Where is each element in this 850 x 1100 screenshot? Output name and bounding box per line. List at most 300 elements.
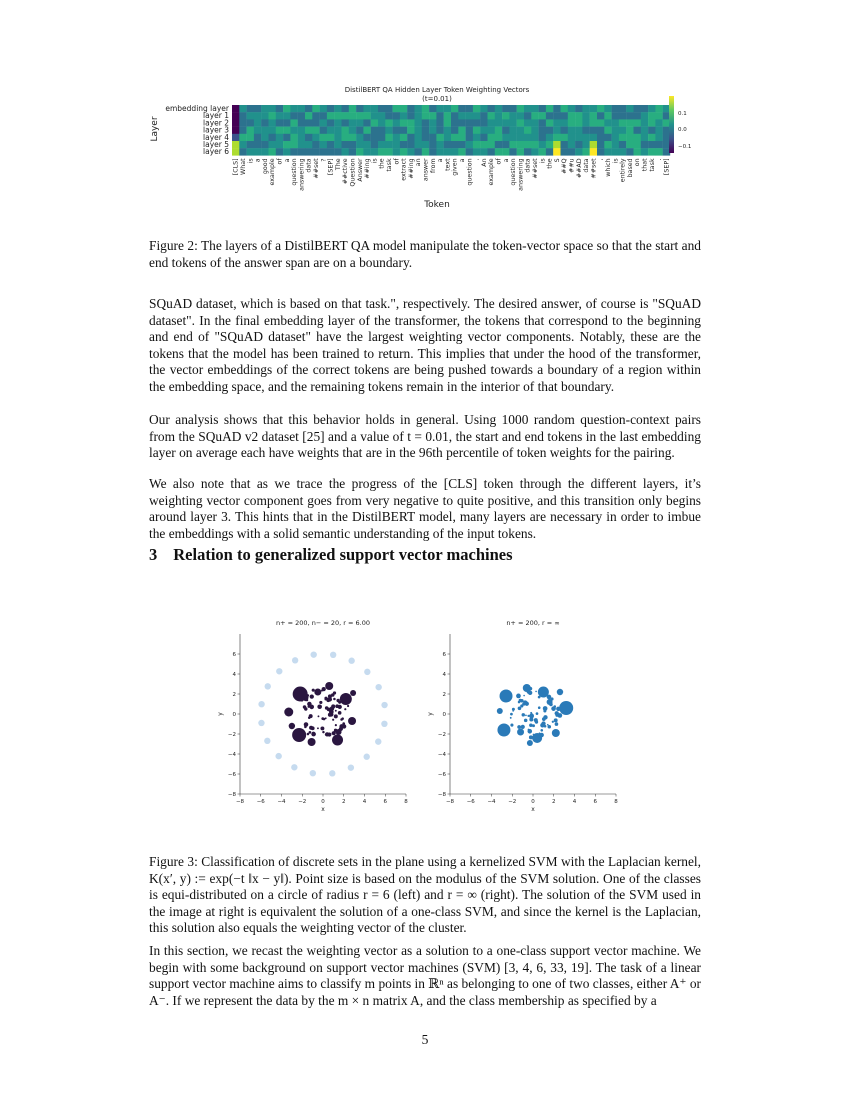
heatmap-cell xyxy=(488,105,496,112)
heatmap-cell xyxy=(298,105,306,112)
heatmap-cell xyxy=(509,112,517,119)
x-tick-label: 4 xyxy=(572,799,577,805)
heatmap-cell xyxy=(247,148,255,155)
cluster-point xyxy=(334,714,338,718)
y-tick-label: −8 xyxy=(227,792,236,798)
cluster-point xyxy=(348,717,356,725)
heatmap-cell xyxy=(407,148,415,155)
heatmap-cell xyxy=(429,112,437,119)
cluster-point xyxy=(524,719,528,723)
heatmap-cell xyxy=(655,112,663,119)
x-axis-label: x xyxy=(321,806,325,813)
outer-class-point xyxy=(264,738,270,744)
heatmap-cell xyxy=(480,105,488,112)
heatmap-cell xyxy=(480,112,488,119)
heatmap-row-label: layer 3 xyxy=(203,125,229,135)
heatmap-cell xyxy=(531,105,539,112)
cluster-point xyxy=(497,708,503,714)
y-tick-label: −2 xyxy=(437,732,446,738)
heatmap-cell xyxy=(502,134,510,141)
heatmap-token-label: question xyxy=(510,158,518,186)
outer-class-point xyxy=(258,720,264,726)
heatmap-cell xyxy=(320,134,328,141)
y-tick-label: −6 xyxy=(227,772,236,778)
x-tick-label: 4 xyxy=(362,799,367,805)
heatmap-cell xyxy=(604,134,612,141)
heatmap-cell xyxy=(488,148,496,155)
cluster-point xyxy=(533,734,535,736)
heatmap-token-label: ##ing xyxy=(407,158,415,179)
heatmap-cell xyxy=(451,141,459,148)
heatmap-cell xyxy=(582,134,590,141)
heatmap-cell xyxy=(648,148,656,155)
heatmap-cell xyxy=(422,141,430,148)
heatmap-cell xyxy=(444,105,452,112)
outer-class-point xyxy=(329,770,335,776)
heatmap-cell xyxy=(371,112,379,119)
cluster-point xyxy=(319,701,322,704)
heatmap-cell xyxy=(298,119,306,126)
cluster-point xyxy=(333,698,336,701)
cluster-point xyxy=(310,695,314,699)
heatmap-cell xyxy=(458,119,466,126)
heatmap-cell xyxy=(415,148,423,155)
heatmap-cell xyxy=(261,105,269,112)
heatmap-cell xyxy=(393,134,401,141)
heatmap-cell xyxy=(415,134,423,141)
heatmap-cell xyxy=(415,119,423,126)
heatmap-cell xyxy=(327,105,335,112)
heatmap-cell xyxy=(488,127,496,134)
cluster-point xyxy=(529,735,533,739)
heatmap-cell xyxy=(626,119,634,126)
y-tick-label: 2 xyxy=(442,692,446,698)
section-heading xyxy=(149,545,513,565)
heatmap-cell xyxy=(517,119,525,126)
heatmap-cell xyxy=(363,112,371,119)
x-tick-label: 2 xyxy=(552,799,556,805)
outer-class-point xyxy=(310,651,316,657)
heatmap-cell xyxy=(385,134,393,141)
heatmap-token-label: an xyxy=(415,158,423,167)
heatmap-cell xyxy=(269,112,277,119)
heatmap-cell xyxy=(269,119,277,126)
heatmap-cell xyxy=(283,127,291,134)
scatter-plot-left xyxy=(217,619,408,813)
heatmap-cell xyxy=(561,134,569,141)
heatmap-cell xyxy=(648,112,656,119)
heatmap-cell xyxy=(546,112,554,119)
y-tick-label: −4 xyxy=(437,752,446,758)
heatmap-cell xyxy=(466,127,474,134)
heatmap-cell xyxy=(422,119,430,126)
outer-class-point xyxy=(348,658,354,664)
heatmap-cell xyxy=(393,148,401,155)
heatmap-cell xyxy=(400,134,408,141)
heatmap-cell xyxy=(655,119,663,126)
heatmap-cell xyxy=(269,148,277,155)
cluster-point xyxy=(303,705,307,709)
heatmap-cell xyxy=(276,127,284,134)
heatmap-cell xyxy=(232,105,240,112)
heatmap-cell xyxy=(283,119,291,126)
heatmap-cell xyxy=(407,119,415,126)
heatmap-cell xyxy=(524,105,532,112)
heatmap-token-label: ##AD xyxy=(575,158,583,179)
cluster-point xyxy=(335,724,337,726)
heatmap-cell xyxy=(575,134,583,141)
heatmap-cell xyxy=(400,119,408,126)
heatmap-cell xyxy=(334,127,342,134)
heatmap-cell xyxy=(371,141,379,148)
heatmap-token-label: [SEP] xyxy=(663,158,671,176)
heatmap-cell xyxy=(320,127,328,134)
heatmap-cell xyxy=(415,127,423,134)
heatmap-cell xyxy=(436,134,444,141)
heatmap-cell xyxy=(436,141,444,148)
heatmap-cell xyxy=(356,148,364,155)
cluster-point xyxy=(325,717,327,719)
heatmap-token-label: a xyxy=(283,158,291,163)
heatmap-cell xyxy=(422,112,430,119)
cluster-point xyxy=(547,724,549,726)
heatmap-cell xyxy=(378,105,386,112)
heatmap-cell xyxy=(655,134,663,141)
heatmap-cell xyxy=(261,127,269,134)
cluster-point xyxy=(521,725,525,729)
outer-class-point xyxy=(364,669,370,675)
heatmap-token-label: example xyxy=(269,158,277,186)
x-axis-label: x xyxy=(531,806,535,813)
heatmap-cell xyxy=(356,134,364,141)
x-tick-label: −8 xyxy=(235,799,245,805)
heatmap-cell xyxy=(436,105,444,112)
heatmap-cell xyxy=(400,148,408,155)
heatmap-cell xyxy=(400,141,408,148)
heatmap-cell xyxy=(524,141,532,148)
heatmap-cell xyxy=(509,148,517,155)
heatmap-cell xyxy=(612,141,620,148)
heatmap-cell xyxy=(393,112,401,119)
heatmap-cell xyxy=(553,112,561,119)
cluster-point xyxy=(547,696,550,699)
heatmap-cell xyxy=(378,127,386,134)
outer-class-point xyxy=(330,652,336,658)
heatmap-cell xyxy=(655,127,663,134)
heatmap-cell xyxy=(495,148,503,155)
heatmap-cell xyxy=(561,141,569,148)
heatmap-token-label: the xyxy=(378,158,386,169)
heatmap-cell xyxy=(436,148,444,155)
heatmap-cell xyxy=(480,119,488,126)
heatmap-cell xyxy=(626,134,634,141)
cluster-point xyxy=(335,710,337,712)
heatmap-token-label: entirely xyxy=(619,158,627,183)
heatmap-token-label: data xyxy=(305,158,313,173)
heatmap-cell xyxy=(393,119,401,126)
heatmap-cell xyxy=(517,141,525,148)
heatmap-token-label: that xyxy=(641,158,649,172)
heatmap-cell xyxy=(488,141,496,148)
heatmap-cell xyxy=(546,127,554,134)
heatmap-row-label: layer 5 xyxy=(203,140,229,149)
heatmap-cell xyxy=(517,134,525,141)
scatter-plot-right xyxy=(427,619,618,813)
cluster-point xyxy=(538,696,541,699)
cluster-point xyxy=(555,722,559,726)
figure3-scatter-plots xyxy=(200,612,640,822)
heatmap-cell xyxy=(626,112,634,119)
heatmap-cell xyxy=(415,105,423,112)
heatmap-cell xyxy=(619,148,627,155)
heatmap-cell xyxy=(590,141,598,148)
heatmap-token-label: extract xyxy=(400,158,408,181)
outer-class-point xyxy=(265,683,271,689)
cluster-point xyxy=(317,704,322,709)
heatmap-cell xyxy=(655,141,663,148)
outer-class-point xyxy=(258,701,264,707)
heatmap-token-label: ##ctive xyxy=(342,158,350,185)
heatmap-cell xyxy=(612,134,620,141)
heatmap-cell xyxy=(342,141,350,148)
cluster-point xyxy=(525,702,529,706)
cluster-point xyxy=(539,733,544,738)
cluster-point xyxy=(542,693,546,697)
cluster-point xyxy=(536,712,539,715)
heatmap-cell xyxy=(531,148,539,155)
cluster-point xyxy=(527,740,533,746)
x-tick-label: 8 xyxy=(404,799,408,805)
heatmap-cell xyxy=(276,119,284,126)
heatmap-cell xyxy=(298,141,306,148)
heatmap-cell xyxy=(232,119,240,126)
heatmap-cell xyxy=(517,127,525,134)
heatmap-cell xyxy=(276,134,284,141)
heatmap-cell xyxy=(488,112,496,119)
heatmap-cell xyxy=(385,105,393,112)
heatmap-cell xyxy=(378,141,386,148)
heatmap-cell xyxy=(495,134,503,141)
heatmap-cell xyxy=(239,112,247,119)
heatmap-cell xyxy=(349,148,357,155)
heatmap-cell xyxy=(429,119,437,126)
heatmap-cell xyxy=(458,134,466,141)
heatmap-cell xyxy=(626,141,634,148)
heatmap-token-label: [CLS] xyxy=(232,158,240,176)
heatmap-cell xyxy=(444,112,452,119)
cluster-point xyxy=(552,721,554,723)
heatmap-cell xyxy=(269,141,277,148)
heatmap-cell xyxy=(553,134,561,141)
x-tick-label: 0 xyxy=(321,799,325,805)
cluster-point xyxy=(557,709,559,711)
heatmap-cell xyxy=(312,112,320,119)
cluster-point xyxy=(538,706,541,709)
heatmap-cell xyxy=(276,141,284,148)
heatmap-cell xyxy=(568,134,576,141)
heatmap-cell xyxy=(648,119,656,126)
heatmap-token-label: data xyxy=(583,158,591,173)
heatmap-cell xyxy=(575,141,583,148)
cluster-point xyxy=(540,729,543,732)
heatmap-cell xyxy=(312,134,320,141)
heatmap-token-label: ##set xyxy=(531,158,539,179)
heatmap-cell xyxy=(590,127,598,134)
y-tick-label: 0 xyxy=(442,712,446,718)
heatmap-cell xyxy=(597,134,605,141)
heatmap-cell xyxy=(385,141,393,148)
heatmap-cell xyxy=(239,148,247,155)
heatmap-cell xyxy=(363,141,371,148)
heatmap-cell xyxy=(356,119,364,126)
heatmap-cell xyxy=(320,141,328,148)
cluster-point xyxy=(522,713,525,716)
heatmap-cell xyxy=(539,134,547,141)
outer-class-point xyxy=(364,754,370,760)
heatmap-cell xyxy=(312,105,320,112)
heatmap-cell xyxy=(604,127,612,134)
heatmap-token-label: ##ing xyxy=(364,158,372,179)
section-title: Relation to generalized support vector machines xyxy=(173,545,513,564)
cluster-point xyxy=(554,718,558,722)
y-tick-label: 2 xyxy=(232,692,236,698)
heatmap-title: DistilBERT QA Hidden Layer Token Weighting Vectors xyxy=(344,86,530,94)
heatmap-cell xyxy=(561,119,569,126)
heatmap-cell xyxy=(495,141,503,148)
cluster-point xyxy=(332,735,343,746)
cluster-point xyxy=(308,738,316,746)
heatmap-token-label: S xyxy=(553,158,561,163)
outer-class-point xyxy=(275,753,281,759)
heatmap-cell xyxy=(298,134,306,141)
heatmap-cell xyxy=(604,141,612,148)
heatmap-cell xyxy=(619,112,627,119)
heatmap-cell xyxy=(269,134,277,141)
heatmap-cell xyxy=(480,134,488,141)
heatmap-cell xyxy=(582,119,590,126)
heatmap-cell xyxy=(327,112,335,119)
heatmap-cell xyxy=(641,112,649,119)
heatmap-cell xyxy=(298,148,306,155)
heatmap-cell xyxy=(232,127,240,134)
y-tick-label: −4 xyxy=(227,752,236,758)
heatmap-cell xyxy=(634,127,642,134)
cluster-point xyxy=(306,694,309,697)
heatmap-cell xyxy=(517,112,525,119)
heatmap-cell xyxy=(553,148,561,155)
cluster-point xyxy=(328,713,332,717)
cluster-point xyxy=(327,733,331,737)
heatmap-cell xyxy=(349,127,357,134)
heatmap-cell xyxy=(312,119,320,126)
heatmap-cell xyxy=(502,141,510,148)
heatmap-cell xyxy=(466,141,474,148)
heatmap-token-label: question xyxy=(466,158,474,186)
heatmap-cell xyxy=(466,148,474,155)
heatmap-cell xyxy=(320,112,328,119)
heatmap-cell xyxy=(349,112,357,119)
cluster-point xyxy=(341,717,344,720)
cluster-point xyxy=(350,690,356,696)
heatmap-cell xyxy=(342,127,350,134)
cluster-point xyxy=(523,695,525,697)
heatmap-token-label: . xyxy=(656,158,664,161)
cluster-point xyxy=(312,732,315,735)
heatmap-token-label: task xyxy=(648,158,656,172)
heatmap-cell xyxy=(480,127,488,134)
heatmap-cell xyxy=(247,141,255,148)
heatmap-cell xyxy=(597,148,605,155)
cluster-point xyxy=(322,731,324,733)
paragraph-1: SQuAD dataset, which is based on that task.", respectively. The desired answer, of course is "SQuAD dataset". In the final embedding layer of the transformer, the tokens that correspond to the beginning and end of "SQuAD dataset" have the largest weighting vector components. Notably, these are the tokens that the model has been trained to return. This implies that under the hood of the transformer, the vector embeddings of the correct tokens are being pushed towards a boundary of a region within the embedding space, and the remaining tokens remain in the interior of that boundary. xyxy=(149,296,701,394)
heatmap-cell xyxy=(247,105,255,112)
cluster-point xyxy=(518,701,521,704)
heatmap-cell xyxy=(393,141,401,148)
heatmap-cell xyxy=(590,119,598,126)
heatmap-token-label: a xyxy=(502,158,510,163)
heatmap-cell xyxy=(524,119,532,126)
heatmap-row-label: layer 6 xyxy=(203,147,229,157)
heatmap-cell xyxy=(590,148,598,155)
heatmap-cell xyxy=(283,105,291,112)
heatmap-cell xyxy=(254,134,262,141)
outer-class-point xyxy=(291,764,297,770)
scatter-title: n+ = 200, n− = 20, r = 6.00 xyxy=(276,619,370,627)
heatmap-cell xyxy=(254,127,262,134)
heatmap-cell xyxy=(334,105,342,112)
heatmap-cell xyxy=(298,112,306,119)
heatmap-cell xyxy=(290,141,298,148)
heatmap-cell xyxy=(393,105,401,112)
heatmap-cell xyxy=(422,148,430,155)
heatmap-cell xyxy=(553,105,561,112)
heatmap-cell xyxy=(612,112,620,119)
heatmap-row-label: layer 2 xyxy=(203,118,229,128)
heatmap-cell xyxy=(444,134,452,141)
heatmap-cell xyxy=(422,134,430,141)
heatmap-row-label: embedding layer xyxy=(165,104,229,113)
heatmap-cell xyxy=(436,112,444,119)
heatmap-cell xyxy=(597,119,605,126)
heatmap-cell xyxy=(356,105,364,112)
heatmap-cell xyxy=(568,112,576,119)
heatmap-cell xyxy=(451,127,459,134)
cluster-point xyxy=(317,727,319,729)
heatmap-cell xyxy=(415,141,423,148)
heatmap-token-label: answering xyxy=(517,158,525,191)
heatmap-cell xyxy=(429,141,437,148)
cluster-point xyxy=(517,725,521,729)
heatmap-cell xyxy=(473,119,481,126)
heatmap-cell xyxy=(451,112,459,119)
cluster-point xyxy=(497,724,510,737)
heatmap-cell xyxy=(502,112,510,119)
heatmap-cell xyxy=(473,148,481,155)
cluster-point xyxy=(344,708,346,710)
cluster-point xyxy=(309,705,314,710)
heatmap-token-label: is xyxy=(247,158,255,164)
cluster-point xyxy=(336,699,339,702)
heatmap-cell xyxy=(641,148,649,155)
heatmap-cell xyxy=(546,134,554,141)
heatmap-cell xyxy=(276,148,284,155)
heatmap-cell xyxy=(254,105,262,112)
heatmap-cell xyxy=(604,112,612,119)
cluster-point xyxy=(321,717,324,720)
cluster-point xyxy=(500,690,513,703)
figure2-caption: Figure 2: The layers of a DistilBERT QA model manipulate the token-vector space so that the start and end tokens of the answer span are on a boundary. xyxy=(149,238,701,270)
heatmap-cell xyxy=(612,127,620,134)
